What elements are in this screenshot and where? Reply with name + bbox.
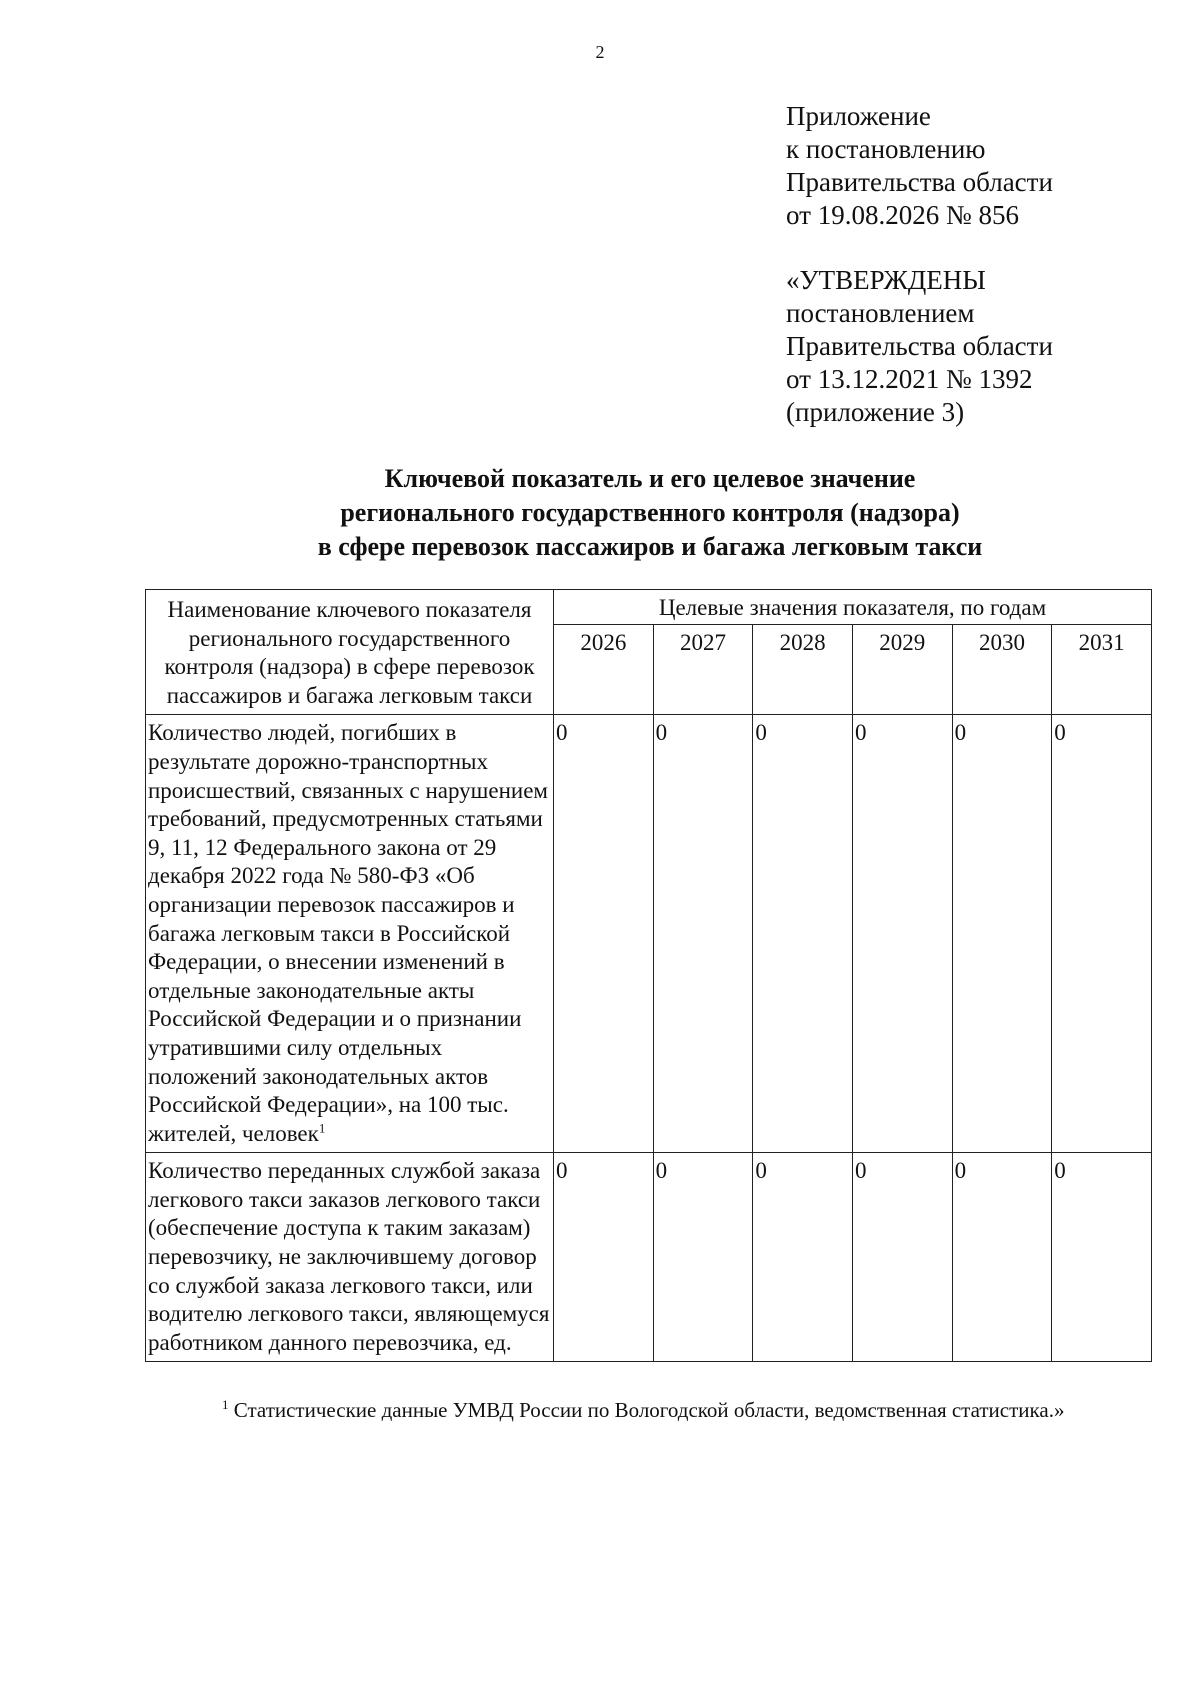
approved-line: Правительства области (786, 331, 1053, 361)
table-header-row (146, 590, 1152, 625)
year-header: 2027 (653, 625, 753, 715)
year-header: 2030 (952, 625, 1052, 715)
value-cell: 0 (653, 1153, 753, 1362)
title-line: в сфере перевозок пассажиров и багажа легковым такси (317, 532, 983, 561)
footnote-mark: 1 (222, 1397, 229, 1412)
value-cell: 0 (753, 1153, 853, 1362)
approved-block (786, 264, 1166, 429)
approved-line: постановлением (786, 298, 975, 328)
appendix-line: Правительства области (786, 167, 1053, 197)
indicator-name-cell (146, 1153, 554, 1362)
year-header: 2029 (852, 625, 952, 715)
value-cell: 0 (653, 715, 753, 1153)
title-line: Ключевой показатель и его целевое значение (384, 464, 916, 493)
title-line: регионального государственного контроля (надзора) (340, 498, 960, 527)
appendix-line: Приложение (786, 101, 931, 131)
year-header: 2026 (554, 625, 654, 715)
value-cell: 0 (852, 1153, 952, 1362)
indicator-name: Количество людей, погибших в результате дорожно-транспортных происшествий, связанных с нарушением требований, предусмотренных статьями 9, 11, 12 Федерального закона от 29 декабря 2022 года № 580-ФЗ «Об организации перевозок пассажиров и багажа легковым такси в Российской Федерации, о внесении изменений в отдельные законодательные акты Российской Федерации и о признании утратившими силу отдельных положений законодательных актов Российской Федерации», на 100 тыс. жителей, человек (148, 720, 548, 1146)
appendix-block (786, 100, 1166, 232)
appendix-line: от 19.08.2026 № 856 (786, 200, 1019, 230)
value-cell: 0 (952, 1153, 1052, 1362)
value-cell: 0 (852, 715, 952, 1153)
table-row (146, 1153, 1152, 1362)
approved-line: (приложение 3) (786, 397, 965, 427)
footnote-reference: 1 (318, 1120, 326, 1136)
indicator-name-cell (146, 715, 554, 1153)
footnote-text: Статистические данные УМВД России по Вологодской области, ведомственная статистика.» (228, 1398, 1065, 1422)
page-number: 2 (595, 42, 605, 62)
value-cell: 0 (554, 1153, 654, 1362)
indicator-name: Количество переданных службой заказа легкового такси заказов легкового такси (обеспечение доступа к таким заказам) перевозчику, не заключившему договор со службой заказа легкового такси, или водителю легкового такси, являющемуся работником данного перевозчика, ед. (148, 1158, 550, 1355)
footnote (222, 1398, 1065, 1423)
document-title (0, 462, 1200, 564)
name-column-header: Наименование ключевого показателя регионального государственного контроля (надзора) в сфере перевозок пассажиров и багажа легковым такси (146, 590, 554, 715)
year-header: 2028 (753, 625, 853, 715)
value-cell: 0 (1052, 1153, 1152, 1362)
value-cell: 0 (1052, 715, 1152, 1153)
table-row (146, 715, 1152, 1153)
year-header: 2031 (1052, 625, 1152, 715)
appendix-line: к постановлению (786, 134, 986, 164)
value-cell: 0 (753, 715, 853, 1153)
value-cell: 0 (952, 715, 1052, 1153)
indicators-table (145, 589, 1152, 1362)
value-cell: 0 (554, 715, 654, 1153)
approved-line: «УТВЕРЖДЕНЫ (786, 265, 986, 295)
years-group-header: Целевые значения показателя, по годам (554, 590, 1152, 625)
approved-line: от 13.12.2021 № 1392 (786, 364, 1033, 394)
